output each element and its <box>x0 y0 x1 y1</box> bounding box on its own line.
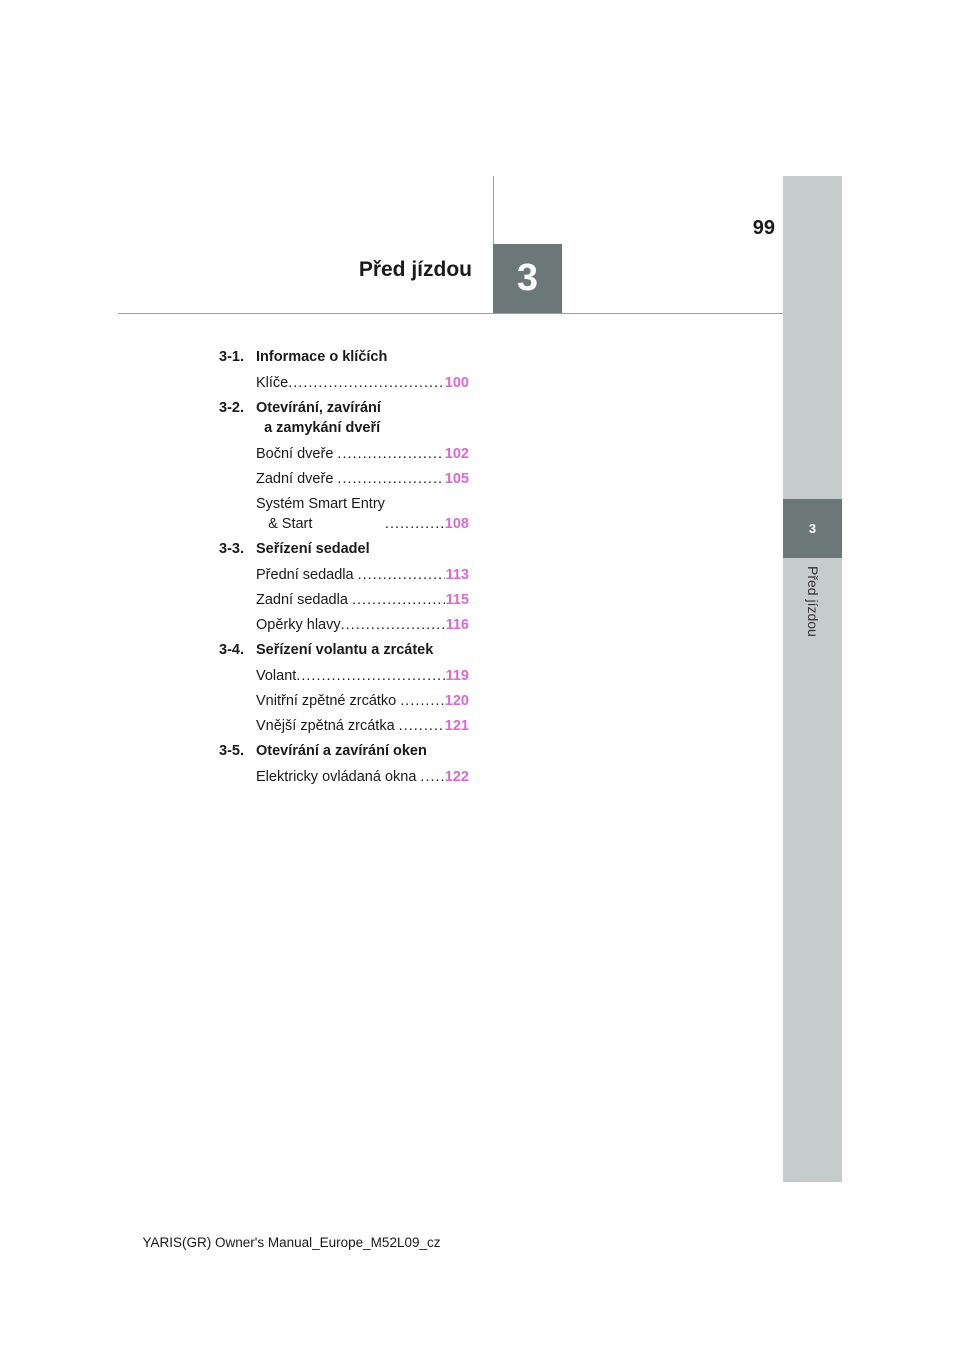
toc-entry[interactable] <box>256 562 469 587</box>
toc-entry[interactable] <box>256 688 469 713</box>
header-divider-horizontal <box>118 313 783 314</box>
toc-entry[interactable] <box>256 441 469 466</box>
toc-entry[interactable] <box>256 663 469 688</box>
table-of-contents <box>219 344 469 789</box>
toc-leader-dots <box>400 691 444 711</box>
toc-section <box>219 536 469 637</box>
toc-section-title: Seřízení volantu a zrcátek <box>256 642 434 658</box>
toc-leader-dots <box>352 590 445 610</box>
toc-page-link[interactable]: 105 <box>444 470 469 487</box>
toc-page-link[interactable]: 102 <box>444 445 469 462</box>
toc-leader-dots <box>296 666 444 686</box>
toc-section-number: 3-3. <box>219 541 244 557</box>
toc-entry-label: Opěrky hlavy <box>256 616 341 633</box>
toc-section <box>219 395 469 536</box>
toc-section-heading <box>219 536 469 562</box>
side-tab-number[interactable]: 3 <box>783 499 842 558</box>
toc-section-title: Otevírání, zavírání a zamykání dveří <box>256 400 381 436</box>
side-strip <box>783 176 842 1182</box>
toc-page-link[interactable]: 120 <box>444 692 469 709</box>
toc-entry-label: Vnější zpětná zrcátka <box>256 717 399 734</box>
header-divider-vertical <box>493 176 494 244</box>
toc-entry-label: Přední sedadla <box>256 566 358 583</box>
toc-entry-label: Boční dveře <box>256 445 338 462</box>
toc-entry[interactable] <box>256 764 469 789</box>
toc-leader-dots <box>341 615 445 635</box>
toc-page-link[interactable]: 113 <box>445 566 469 583</box>
toc-page-link[interactable]: 100 <box>444 374 469 391</box>
toc-section-title: Seřízení sedadel <box>256 541 370 557</box>
toc-section-number: 3-4. <box>219 642 244 658</box>
toc-page-link[interactable]: 108 <box>444 515 469 532</box>
toc-page-link[interactable]: 116 <box>445 616 469 633</box>
toc-section-number: 3-2. <box>219 400 244 416</box>
toc-section-heading <box>219 344 469 370</box>
page-number: 99 <box>752 217 775 239</box>
toc-entry[interactable] <box>256 587 469 612</box>
toc-entry[interactable] <box>256 466 469 491</box>
toc-leader-dots <box>288 373 444 393</box>
toc-section-number: 3-1. <box>219 349 244 365</box>
toc-entry-label: Volant <box>256 667 297 684</box>
chapter-title: Před jízdou <box>358 258 472 281</box>
side-tab-title: Před jízdou <box>805 566 821 637</box>
toc-leader-dots <box>399 716 444 736</box>
toc-entry[interactable] <box>256 491 469 536</box>
toc-entry-label: Systém Smart Entry & Start <box>256 495 385 532</box>
toc-section-number: 3-5. <box>219 743 244 759</box>
toc-section <box>219 738 469 789</box>
toc-section <box>219 637 469 738</box>
toc-leader-dots <box>337 469 443 489</box>
toc-leader-dots <box>337 444 443 464</box>
toc-entry-label: Vnitřní zpětné zrcátko <box>256 692 401 709</box>
toc-section-heading <box>219 738 469 764</box>
toc-entry[interactable] <box>256 370 469 395</box>
toc-leader-dots <box>385 514 444 534</box>
toc-page-link[interactable]: 122 <box>444 768 469 785</box>
toc-leader-dots <box>420 767 443 787</box>
toc-entry-label: Zadní sedadla <box>256 591 352 608</box>
toc-page-link[interactable]: 119 <box>445 667 469 684</box>
toc-page-link[interactable]: 121 <box>444 717 469 734</box>
toc-entry-label: Elektricky ovládaná okna <box>256 768 421 785</box>
toc-entry-label: Zadní dveře <box>256 470 338 487</box>
toc-section <box>219 344 469 395</box>
toc-entry[interactable] <box>256 612 469 637</box>
footer-text: YARIS(GR) Owner's Manual_Europe_M52L09_cz <box>142 1235 441 1250</box>
toc-section-heading <box>219 637 469 663</box>
toc-entry-label: Klíče <box>256 374 289 391</box>
toc-section-heading <box>219 395 469 441</box>
toc-section-title: Informace o klíčích <box>256 349 388 365</box>
toc-page-link[interactable]: 115 <box>445 591 469 608</box>
toc-leader-dots <box>358 565 445 585</box>
chapter-number-box: 3 <box>493 244 562 313</box>
toc-section-title: Otevírání a zavírání oken <box>256 743 427 759</box>
toc-entry[interactable] <box>256 713 469 738</box>
